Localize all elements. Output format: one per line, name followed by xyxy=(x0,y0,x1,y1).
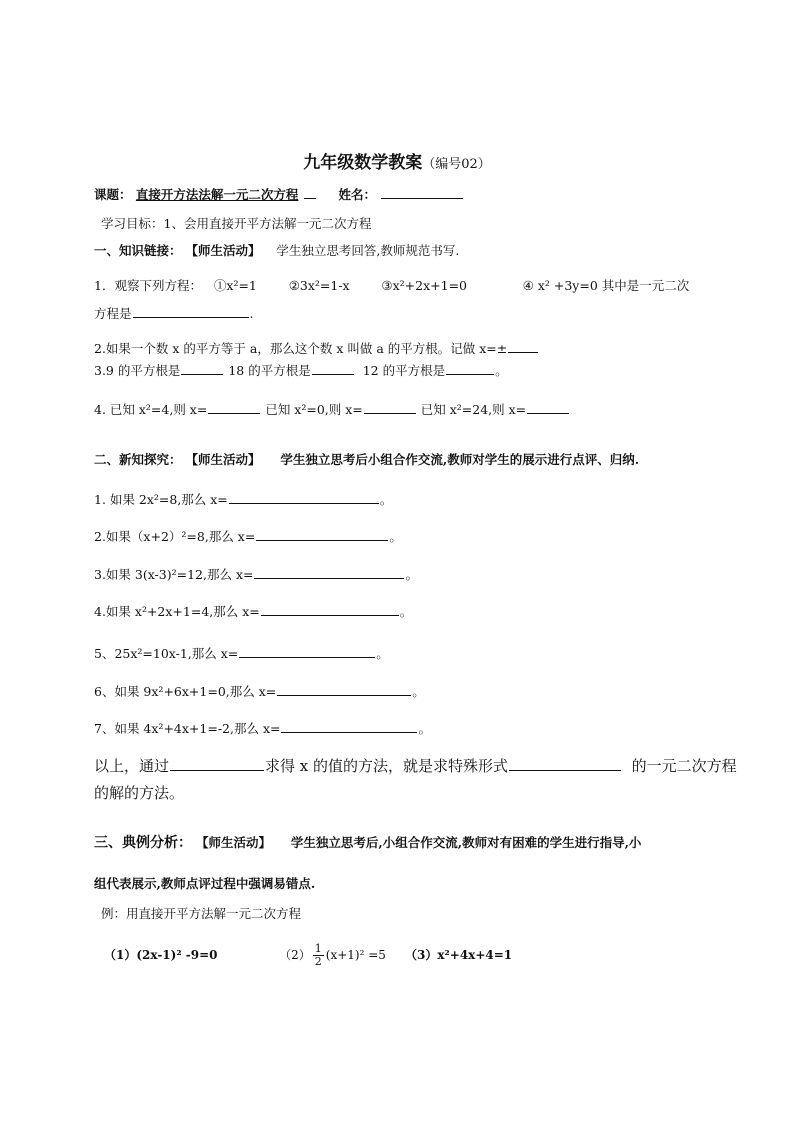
example-2-rest: (x+1)² =5 xyxy=(325,948,386,962)
exercise-6-text: 6、如果 9x²+6x+1=0,那么 x= xyxy=(94,684,277,699)
page-title xyxy=(0,148,794,173)
exercise-1-text: 1. 如果 2x²=8,那么 x= xyxy=(94,492,228,507)
q1-answer-blank[interactable] xyxy=(133,305,249,318)
header-row xyxy=(94,186,464,203)
q1-answer-label: 方程是 xyxy=(94,306,132,321)
exercise-2 xyxy=(94,528,402,545)
summary-part-a: 以上，通过 xyxy=(94,757,170,775)
q3-blank-c[interactable] xyxy=(446,362,494,375)
exercise-1-blank[interactable] xyxy=(229,491,379,504)
exercise-3-end: 。 xyxy=(405,567,418,582)
question-1 xyxy=(94,278,689,294)
q1-equation-3: ③x²+2x+1=0 xyxy=(381,278,468,293)
title-number: （编号02） xyxy=(422,157,491,172)
name-label: 姓名： xyxy=(338,187,377,202)
q3-part-b: 18 的平方根是 xyxy=(228,363,311,378)
topic-text: 直接开方法法解一元二次方程 xyxy=(135,187,299,202)
q4-part-a: 4. 已知 x²=4,则 x= xyxy=(94,402,208,417)
exercise-3-text: 3.如果 3(x-3)²=12,那么 x= xyxy=(94,567,254,582)
title-main: 九年级数学教案 xyxy=(303,153,423,173)
section2-heading: 二、新知探究： xyxy=(94,452,182,467)
exercise-5 xyxy=(94,645,389,662)
q3-blank-b[interactable] xyxy=(312,362,354,375)
exercise-3-blank[interactable] xyxy=(254,566,404,579)
fraction-numerator: 1 xyxy=(314,942,322,955)
exercise-2-end: 。 xyxy=(389,529,402,544)
exercise-2-blank[interactable] xyxy=(256,528,388,541)
exercise-6-blank[interactable] xyxy=(277,683,411,696)
exercise-7-blank[interactable] xyxy=(281,720,417,733)
section2-heading-row xyxy=(94,452,639,468)
summary-part-b: 求得 x 的值的方法，就是求特殊形式 xyxy=(265,757,509,775)
exercise-1 xyxy=(94,491,392,508)
topic-blank[interactable] xyxy=(304,186,316,199)
q1-prompt: 1．观察下列方程： xyxy=(94,278,202,293)
q3-end: 。 xyxy=(495,363,508,378)
q1-equation-2: ②3x²=1-x xyxy=(288,278,350,293)
q1-period: . xyxy=(249,306,254,321)
exercise-2-text: 2.如果（x+2）²=8,那么 x= xyxy=(94,529,256,544)
example-intro: 例：用直接开平方法解一元二次方程 xyxy=(101,906,302,921)
example-2-label: （2） xyxy=(279,948,311,962)
q4-blank-a[interactable] xyxy=(208,401,260,414)
section1-desc: 学生独立思考回答,教师规范书写. xyxy=(276,243,460,258)
exercise-1-end: 。 xyxy=(379,492,393,507)
exercise-5-end: 。 xyxy=(376,646,389,661)
topic-label: 课题： xyxy=(94,187,132,202)
q3-blank-a[interactable] xyxy=(181,362,223,375)
example-1: （1）(2x-1)² -9=0 xyxy=(104,948,218,962)
q2-text: 2.如果一个数 x 的平方等于 a，那么这个数 x 叫做 a 的平方根。记做 x=± xyxy=(94,341,508,356)
exercise-4-blank[interactable] xyxy=(261,603,399,616)
section3-heading: 三、典例分析： xyxy=(94,835,192,851)
q2-blank[interactable] xyxy=(508,340,538,353)
summary-part-c: 的一元二次方程 xyxy=(631,757,737,775)
question-2 xyxy=(94,340,539,357)
exercise-4 xyxy=(94,603,412,620)
q3-part-a: 3.9 的平方根是 xyxy=(94,363,181,378)
q4-blank-c[interactable] xyxy=(527,401,569,414)
learning-goal: 学习目标：1、会用直接开平方法解一元二次方程 xyxy=(101,216,372,231)
q1-equation-4: ④ x² +3y=0 其中是一元二次 xyxy=(522,278,690,293)
section2-desc: 学生独立思考后小组合作交流,教师对学生的展示进行点评、归纳. xyxy=(280,452,640,467)
section2-activity: 【师生活动】 xyxy=(185,452,261,467)
section3-desc: 学生独立思考后,小组合作交流,教师对有困难的学生进行指导,小 xyxy=(290,835,642,850)
section1-heading-row xyxy=(94,243,459,259)
exercise-7-text: 7、如果 4x²+4x+1=-2,那么 x= xyxy=(94,721,281,736)
summary-line-2: 的解的方法。 xyxy=(94,784,185,802)
section1-activity: 【师生活动】 xyxy=(185,243,261,258)
section3-activity: 【师生活动】 xyxy=(195,835,271,850)
q4-part-b: 已知 x²=0,则 x= xyxy=(265,402,363,417)
q3-part-c: 12 的平方根是 xyxy=(362,363,446,378)
exercise-7-end: 。 xyxy=(418,721,431,736)
section3-heading-row xyxy=(94,835,641,851)
q4-part-c: 已知 x²=24,则 x= xyxy=(420,402,527,417)
summary-blank-a[interactable] xyxy=(170,758,264,771)
example-problems xyxy=(104,940,512,970)
exercise-3 xyxy=(94,566,418,583)
exercise-5-blank[interactable] xyxy=(239,645,375,658)
example-3: （3）x²+4x+4=1 xyxy=(405,948,513,962)
exercise-6-end: 。 xyxy=(412,684,425,699)
exercise-4-text: 4.如果 x²+2x+1=4,那么 x= xyxy=(94,604,260,619)
summary-blank-b[interactable] xyxy=(509,758,621,771)
section1-heading: 一、知识链接： xyxy=(94,243,182,258)
exercise-7 xyxy=(94,720,431,737)
summary-line-1 xyxy=(94,758,737,774)
question-1-cont xyxy=(94,305,254,322)
name-blank[interactable] xyxy=(381,186,463,199)
section3-desc-cont: 组代表展示,教师点评过程中强调易错点. xyxy=(94,876,316,891)
q4-blank-b[interactable] xyxy=(364,401,416,414)
question-4 xyxy=(94,401,570,418)
fraction-denominator: 2 xyxy=(314,955,322,968)
exercise-6 xyxy=(94,683,425,700)
exercise-4-end: 。 xyxy=(399,604,413,619)
question-3 xyxy=(94,362,508,379)
q1-equation-1: ①x²=1 xyxy=(213,278,257,293)
exercise-5-text: 5、25x²=10x-1,那么 x= xyxy=(94,646,239,661)
example-2-fraction xyxy=(313,943,324,968)
